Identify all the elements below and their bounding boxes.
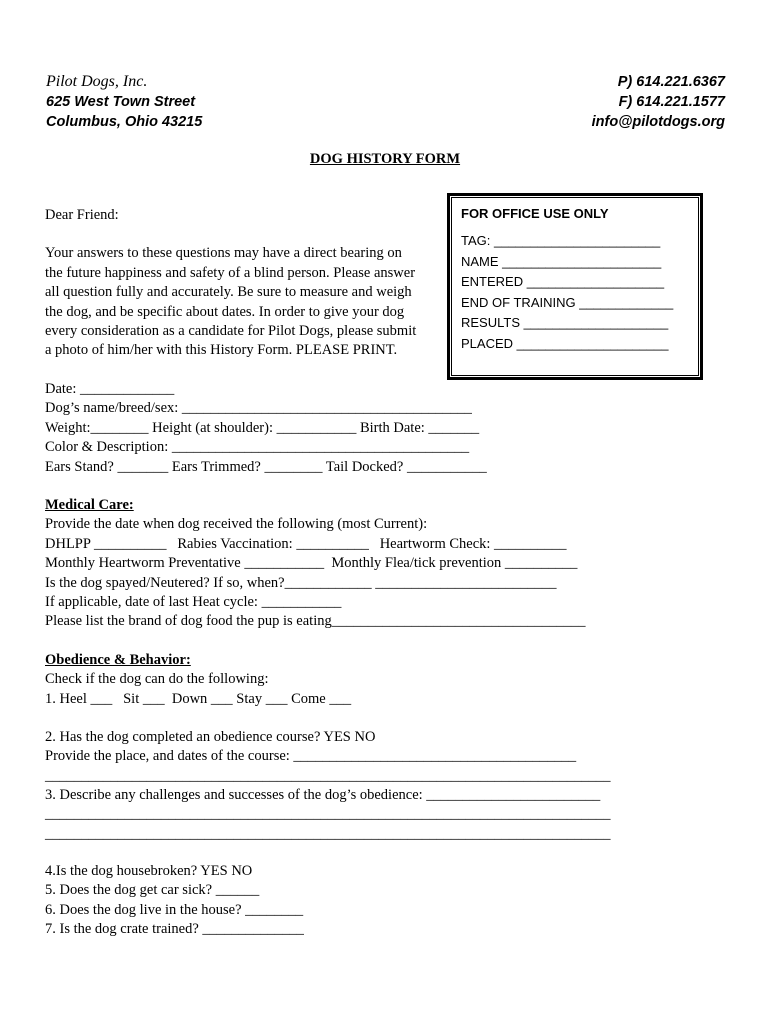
challenges-field[interactable]: 3. Describe any challenges and successes of the dog’s obedience: ________________________ [45,787,601,803]
weight-height-birth-field[interactable]: Weight:________ Height (at shoulder): ___________ Birth Date: _______ [45,419,480,436]
heat-cycle-field[interactable]: If applicable, date of last Heat cycle: ___________ [45,594,342,611]
obedience-heading: Obedience & Behavior: [45,652,191,668]
vaccination-field[interactable]: DHLPP __________ Rabies Vaccination: __________ Heartworm Check: __________ [45,535,567,552]
office-entered-field[interactable]: ENTERED ___________________ [461,274,665,290]
form-title: DOG HISTORY FORM [309,151,461,167]
medical-instructions: Provide the date when dog received the following (most Current): [45,516,428,533]
city-address: Columbus, Ohio 43215 [46,114,203,130]
name-breed-sex-field[interactable]: Dog’s name/breed/sex: ________________________________________ [45,400,472,417]
obedience-challenges-question [45,786,745,844]
challenges-continued-1[interactable]: ______________________________________________________________________________ [45,806,611,823]
housebroken-question[interactable]: 4.Is the dog housebroken? YES NO [45,863,253,879]
prevention-field[interactable]: Monthly Heartworm Preventative ___________ Monthly Flea/tick prevention __________ [45,555,578,572]
contact-block [592,72,725,132]
intro-line: Your answers to these questions may have a direct bearing on [45,245,402,262]
intro-line: a photo of him/her with this History Form. PLEASE PRINT. [45,342,398,359]
car-sick-question[interactable]: 5. Does the dog get car sick? ______ [45,882,260,899]
crate-trained-question[interactable]: 7. Is the dog crate trained? ______________ [45,921,304,938]
office-box-title: FOR OFFICE USE ONLY [461,206,609,221]
medical-care-heading: Medical Care: [45,497,134,513]
intro-line: all question fully and accurately. Be sure to measure and weigh [45,284,412,301]
date-field[interactable]: Date: _____________ [45,381,175,397]
intro-line: every consideration as a candidate for Pilot Dogs, please submit [45,323,417,340]
ears-tail-field[interactable]: Ears Stand? _______ Ears Trimmed? ________ Tail Docked? ___________ [45,458,487,475]
fax-number: F) 614.221.1577 [618,94,725,110]
obedience-course-question [45,728,745,786]
office-results-field[interactable]: RESULTS ____________________ [461,315,669,331]
course-place-dates-field[interactable]: Provide the place, and dates of the course: _______________________________________ [45,748,577,765]
commands-checklist[interactable]: 1. Heel ___ Sit ___ Down ___ Stay ___ Come ___ [45,690,352,707]
obedience-instructions: Check if the dog can do the following: [45,671,269,688]
color-description-field[interactable]: Color & Description: _________________________________________ [45,439,470,456]
spay-neuter-field[interactable]: Is the dog spayed/Neutered? If so, when?____________ _________________________ [45,574,557,591]
office-placed-field[interactable]: PLACED _____________________ [461,335,669,351]
obedience-section [45,651,745,709]
course-place-dates-continued[interactable]: ______________________________________________________________________________ [45,767,611,784]
intro-line: the future happiness and safety of a blind person. Please answer [45,264,416,281]
intro-line: the dog, and be specific about dates. In order to give your dog [45,303,405,320]
office-name-field[interactable]: NAME ______________________ [461,253,662,269]
medical-care-section [45,496,745,632]
dog-details-section [45,380,745,477]
challenges-continued-2[interactable]: ______________________________________________________________________________ [45,825,611,842]
organization-address-block [46,72,202,132]
household-questions-section [45,862,745,940]
email-address: info@pilotdogs.org [591,114,725,130]
office-use-box [447,193,703,380]
office-tag-field[interactable]: TAG: _______________________ [461,233,661,248]
obedience-course-yes-no[interactable]: 2. Has the dog completed an obedience course? YES NO [45,729,376,745]
greeting: Dear Friend: [45,207,119,223]
phone-number: P) 614.221.6367 [617,74,725,90]
live-in-house-question[interactable]: 6. Does the dog live in the house? ________ [45,901,304,918]
organization-name: Pilot Dogs, Inc. [46,73,148,90]
dog-food-field[interactable]: Please list the brand of dog food the pup is eating___________________________________ [45,613,586,630]
intro-letter [45,206,440,361]
office-end-of-training-field[interactable]: END OF TRAINING _____________ [461,294,674,310]
street-address: 625 West Town Street [46,94,196,110]
